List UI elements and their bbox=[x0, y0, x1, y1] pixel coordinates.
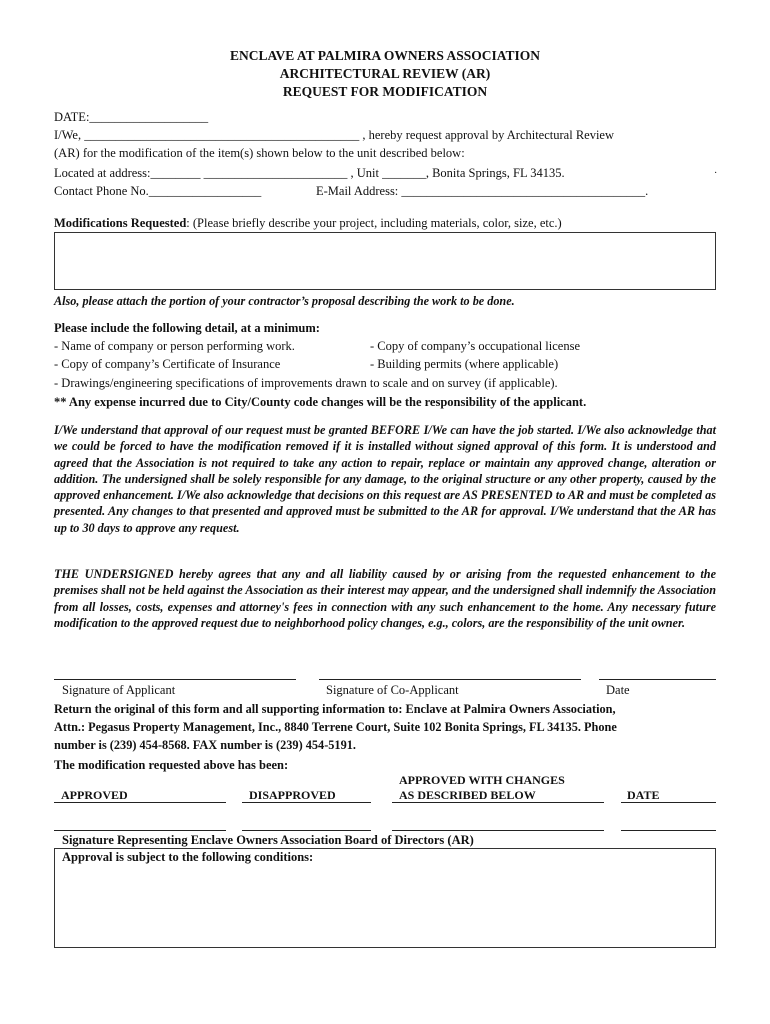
disapproved-underline bbox=[242, 802, 371, 803]
board-signature-label: Signature Representing Enclave Owners Association Board of Directors (AR) bbox=[62, 833, 474, 847]
contractor-proposal-note: Also, please attach the portion of your contractor’s proposal describing the work to be done. bbox=[54, 294, 515, 308]
conditions-label: Approval is subject to the following conditions: bbox=[62, 850, 314, 864]
understanding-paragraph: I/We understand that approval of our request must be granted BEFORE I/We can have the job started. I/We also acknowledge that we could be forced to have the modification removed if it is installed without signed approval of this form. It is understood and agreed that the Association is not required to take any action to repair, replace or maintain any approved change, alteration or addition. The undersigned shall be solely responsible for any damage, to the original structure or any other property, caused by the approved enhancement. I/We also acknowledge that decisions on this request are AS PRESENTED to AR and must be completed as presented. Any changes to that presented and approved must be submitted to the AR for approval. I/We understand that the AR has up to 30 days to approve any request. bbox=[54, 423, 716, 535]
form-title: REQUEST FOR MODIFICATION bbox=[282, 84, 488, 99]
requirement-insurance: - Copy of company’s Certificate of Insurance bbox=[54, 357, 281, 371]
board-disapproved-signature-line[interactable] bbox=[242, 830, 371, 831]
requirement-drawings: - Drawings/engineering specifications of improvements drawn to scale and on survey (if applicable). bbox=[54, 376, 558, 390]
modifications-heading bbox=[54, 216, 562, 231]
decision-date-underline bbox=[621, 802, 716, 803]
liability-paragraph: THE UNDERSIGNED hereby agrees that any and all liability caused by or arising from the requested enhancement to the premises shall not be held against the Association as their interest may appear, and the undersigned shall indemnify the Association from all losses, costs, expenses and attorney's fees in connection with any such enhancement to the home. Any necessary future modification to the approved request due to neighborhood policy changes, e.g., colors, are the responsibility of the unit owner. bbox=[54, 567, 716, 630]
modifications-label: Modifications Requested bbox=[54, 216, 187, 230]
requirement-occupational-license: - Copy of company’s occupational license bbox=[370, 339, 581, 353]
board-changes-signature-line[interactable] bbox=[392, 830, 604, 831]
address-field[interactable]: Located at address:________ _______________________ , Unit _______, Bonita Springs, FL 34135. bbox=[54, 166, 565, 180]
decision-date-label: DATE bbox=[627, 788, 660, 802]
co-applicant-signature-label: Signature of Co-Applicant bbox=[326, 683, 459, 697]
applicant-signature-line[interactable] bbox=[54, 679, 296, 680]
modifications-textbox[interactable] bbox=[54, 232, 716, 290]
signature-date-label: Date bbox=[606, 683, 630, 697]
applicant-name-field[interactable]: I/We, ____________________________________________ , hereby request approval by Architectural Review bbox=[54, 128, 614, 142]
decision-heading: The modification requested above has been: bbox=[54, 758, 289, 772]
requirement-company-name: - Name of company or person performing work. bbox=[54, 339, 295, 353]
association-title: ENCLAVE AT PALMIRA OWNERS ASSOCIATION bbox=[229, 48, 541, 63]
signature-date-line[interactable] bbox=[599, 679, 716, 680]
request-description-text: (AR) for the modification of the item(s) shown below to the unit described below: bbox=[54, 146, 465, 160]
modifications-hint: : (Please briefly describe your project, including materials, color, size, etc.) bbox=[186, 216, 562, 230]
return-info-line-2: Attn.: Pegasus Property Management, Inc., 8840 Terrene Court, Suite 102 Bonita Springs, FL 34135. Phone bbox=[54, 720, 617, 734]
review-title: ARCHITECTURAL REVIEW (AR) bbox=[279, 66, 491, 81]
disapproved-label: DISAPPROVED bbox=[249, 788, 336, 802]
return-info-line-1: Return the original of this form and all supporting information to: Enclave at Palmira Owners Association, bbox=[54, 702, 616, 716]
as-described-below-label: AS DESCRIBED BELOW bbox=[399, 788, 536, 802]
phone-field[interactable]: Contact Phone No.__________________ bbox=[54, 184, 262, 198]
board-date-line[interactable] bbox=[621, 830, 716, 831]
expense-note: ** Any expense incurred due to City/County code changes will be the responsibility of the applicant. bbox=[54, 395, 587, 409]
return-info-line-3: number is (239) 454-8568. FAX number is (239) 454-5191. bbox=[54, 738, 356, 752]
co-applicant-signature-line[interactable] bbox=[319, 679, 581, 680]
approved-changes-underline bbox=[392, 802, 604, 803]
stray-mark: · bbox=[714, 168, 718, 179]
date-field[interactable]: DATE:___________________ bbox=[54, 110, 209, 124]
requirements-heading: Please include the following detail, at a minimum: bbox=[54, 321, 320, 335]
email-field[interactable]: E-Mail Address: _______________________________________. bbox=[316, 184, 649, 198]
conditions-box[interactable] bbox=[54, 848, 716, 948]
approved-underline bbox=[54, 802, 226, 803]
approved-with-changes-label: APPROVED WITH CHANGES bbox=[399, 773, 565, 787]
applicant-signature-label: Signature of Applicant bbox=[62, 683, 176, 697]
requirement-building-permits: - Building permits (where applicable) bbox=[370, 357, 559, 371]
board-approved-signature-line[interactable] bbox=[54, 830, 226, 831]
approved-label: APPROVED bbox=[61, 788, 128, 802]
